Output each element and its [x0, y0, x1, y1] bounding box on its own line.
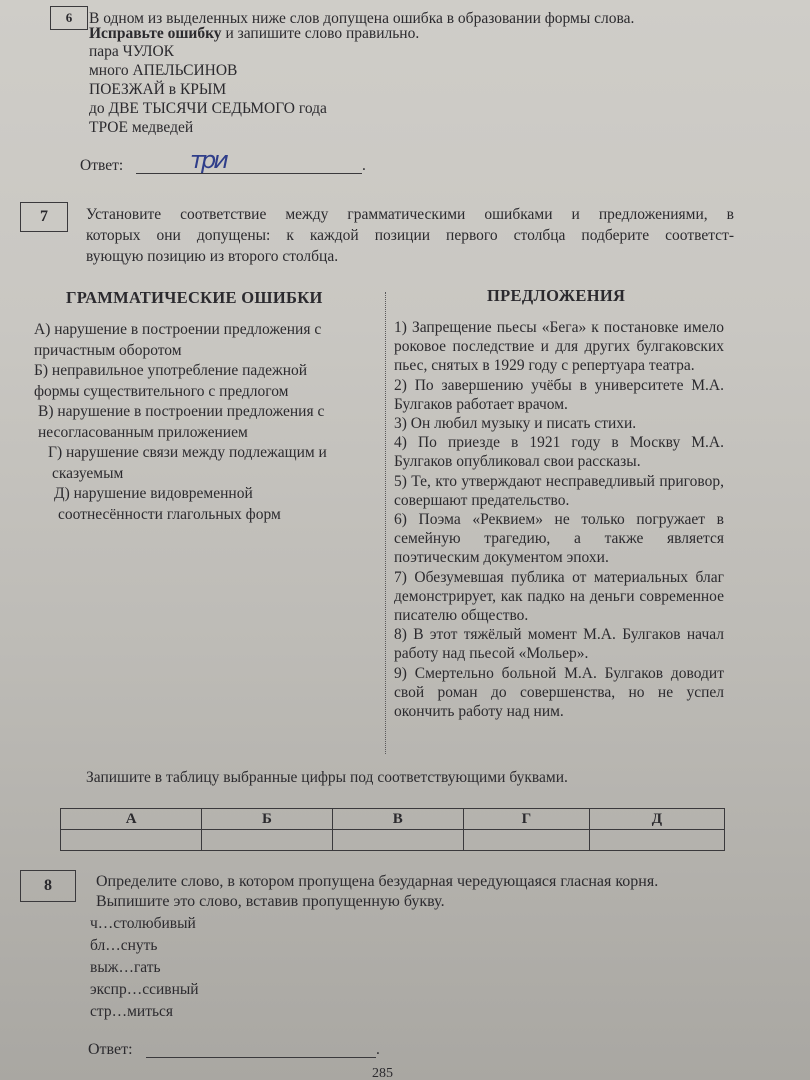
task-7-intro-line-1: Установите соответствие между грамматическими ошибками и предложениями, в	[86, 206, 734, 223]
answer-table-header-b: Б	[202, 809, 332, 830]
task-8-intro-line-2: Выпишите это слово, вставив пропущенную букву.	[96, 893, 445, 910]
sentences-column-heading: ПРЕДЛОЖЕНИЯ	[487, 286, 626, 305]
answer-table-input-row	[61, 830, 725, 851]
sentence-6: 6) Поэма «Реквием» не только погружает в семейную трагедию, а также является поэтическим документом эпохи.	[394, 511, 724, 567]
sentence-2: 2) По завершению учёбы в университете М.А. Булгаков работает врачом.	[394, 376, 724, 413]
error-d-line-1: Д) нарушение видовременной	[54, 485, 253, 502]
task-6-word-5: ТРОЕ медведей	[89, 119, 194, 136]
task-6-word-4: до ДВЕ ТЫСЯЧИ СЕДЬМОГО года	[89, 100, 327, 117]
error-d-line-2: соотнесённости глагольных форм	[58, 505, 281, 523]
page-number: 285	[372, 1066, 393, 1080]
task-6-handwritten-answer: три	[190, 146, 226, 174]
sentence-4: 4) По приезде в 1921 году в Москву М.А. Булгаков опубликовал свои рассказы.	[394, 434, 724, 471]
task-6-intro-line-2	[89, 24, 419, 43]
sentence-9: 9) Смертельно больной М.А. Булгаков доводит свой роман до совершенства, но не успел окончить работу над ним.	[394, 664, 724, 721]
answer-table	[60, 808, 725, 851]
table-instruction: Запишите в таблицу выбранные цифры под соответствующими буквами.	[86, 769, 568, 786]
column-divider	[385, 292, 386, 754]
error-v-line-1: В) нарушение в построении предложения с	[38, 403, 325, 420]
errors-column-heading: ГРАММАТИЧЕСКИЕ ОШИБКИ	[66, 288, 323, 307]
error-g-line-1: Г) нарушение связи между подлежащим и	[48, 444, 327, 461]
task-8-intro-line-1: Определите слово, в котором пропущена безударная чередующаяся гласная корня.	[96, 873, 659, 890]
answer-table-header-a: А	[61, 809, 202, 830]
task-7-intro	[86, 204, 734, 267]
sentence-1: 1) Запрещение пьесы «Бега» к постановке имело роковое последствие и для других булгаковских пьес, снятых в 1929 году с репертуара театра.	[394, 319, 724, 375]
task-6-answer-field[interactable]	[136, 172, 362, 174]
error-b-line-2: формы существительного с предлогом	[34, 382, 289, 400]
task-8-number: 8	[20, 870, 76, 902]
task-8-word-3: выж…гать	[90, 959, 161, 976]
answer-table-header-row	[61, 809, 725, 830]
task-6-answer-label: Ответ:	[80, 157, 124, 174]
task-8-answer-label: Ответ:	[88, 1041, 133, 1058]
errors-list	[34, 320, 374, 525]
task-8-word-1: ч…столюбивый	[90, 915, 196, 932]
answer-table-header-v: В	[332, 809, 463, 830]
task-8-word-5: стр…миться	[90, 1003, 174, 1020]
error-b-line-1: Б) неправильное употребление падежной	[34, 362, 308, 379]
error-a-line-2: причастным оборотом	[34, 341, 182, 359]
error-a-line-1: А) нарушение в построении предложения с	[34, 321, 322, 338]
answer-table-header-d: Д	[589, 809, 724, 830]
sentence-5: 5) Те, кто утверждают несправедливый приговор, совершают предательство.	[394, 472, 724, 509]
error-v-line-2: несогласованным приложением	[38, 423, 248, 441]
error-g-line-2: сказуемым	[52, 464, 124, 482]
task-6-intro-line-1: В одном из выделенных ниже слов допущена ошибка в образовании формы слова.	[89, 10, 635, 27]
task-6-word-2: много АПЕЛЬСИНОВ	[89, 62, 238, 79]
answer-table-header-g: Г	[464, 809, 590, 830]
answer-cell-a[interactable]	[61, 830, 202, 851]
answer-cell-b[interactable]	[202, 830, 332, 851]
task-6-intro-bold: Исправьте ошибку	[89, 25, 222, 42]
task-6-word-1: пара ЧУЛОК	[89, 43, 175, 60]
answer-cell-g[interactable]	[464, 830, 590, 851]
sentence-7: 7) Обезумевшая публика от материальных благ демонстрирует, как падко на деньги современное писателю общество.	[394, 568, 724, 625]
task-7-intro-line-3: вующую позицию из второго столбца.	[86, 248, 339, 265]
task-8-answer-end: .	[376, 1041, 380, 1058]
task-6-intro-rest: и запишите слово правильно.	[221, 25, 420, 42]
task-8-word-4: экспр…ссивный	[90, 981, 199, 998]
task-6-number: 6	[50, 6, 88, 30]
answer-cell-v[interactable]	[332, 830, 463, 851]
task-6-answer-end: .	[362, 157, 366, 174]
task-8-answer-field[interactable]	[146, 1056, 376, 1058]
task-6-word-3: ПОЕЗЖАЙ в КРЫМ	[89, 81, 227, 98]
answer-cell-d[interactable]	[589, 830, 724, 851]
sentence-3: 3) Он любил музыку и писать стихи.	[394, 415, 637, 433]
task-8-word-2: бл…снуть	[90, 937, 158, 954]
sentence-8: 8) В этот тяжёлый момент М.А. Булгаков начал работу над пьесой «Мольер».	[394, 626, 724, 663]
task-7-number: 7	[20, 202, 68, 232]
sentences-list	[394, 318, 724, 721]
task-7-intro-line-2: которых они допущены: к каждой позиции первого столбца подберите соответст-	[86, 227, 734, 244]
